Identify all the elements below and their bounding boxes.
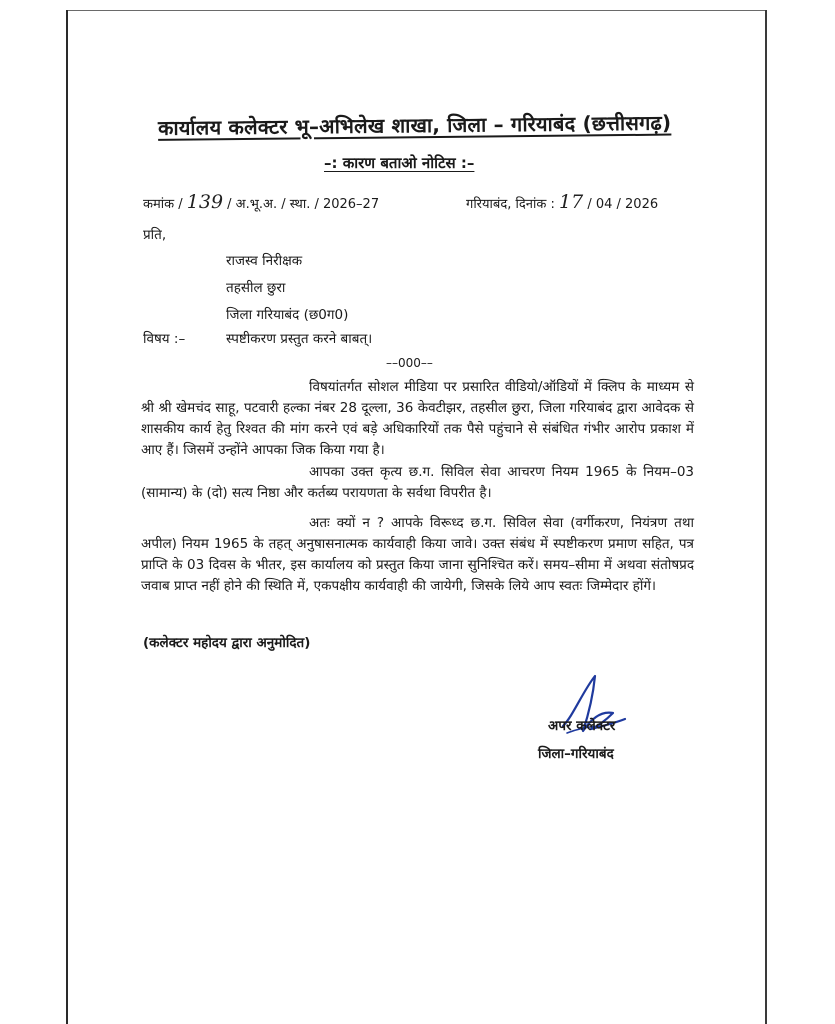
letter-page	[68, 11, 765, 1024]
signature-block	[528, 671, 688, 781]
notice-title-text: –: कारण बताओ नोटिस :–	[324, 154, 475, 172]
recipient-line-2: तहसील छुरा	[226, 280, 286, 296]
recipient-line-1: राजस्व निरीक्षक	[226, 253, 303, 269]
body-paragraph-2: आपका उक्त कृत्य छ.ग. सिविल सेवा आचरण नियम 1965 के नियम–03 (सामान्य) के (दो) सत्य निष्ठा और कर्तब्य परायणता के सर्वथा विपरीत है।	[141, 464, 694, 501]
notice-title	[324, 153, 474, 173]
recipient-line-3: जिला गरियाबंद (छ0ग0)	[226, 307, 349, 323]
body-paragraph-3: अतः क्यों न ? आपके विरूध्द छ.ग. सिविल सेवा (वर्गीकरण, नियंत्रण तथा अपील) नियम 1965 के तहत् अनुषासनात्मक कार्यवाही किया जावे। उक्त संबंध में स्पष्टीकरण प्रमाण सहित, पत्र प्राप्ति के 03 दिवस के भीतर, इस कार्यालय को प्रस्तुत किया जाना सुनिश्चित करें। समय–सीमा में अथवा संतोषप्रद जवाब प्राप्त नहीं होने की स्थिति में, एकपक्षीय कार्यवाही की जायेगी, जिसके लिये आप स्वतः जिम्मेदार होंगें।	[141, 515, 694, 594]
scan-border-right	[765, 10, 767, 1024]
reference-number	[143, 191, 379, 213]
separator: ––000––	[386, 356, 433, 370]
reference-prefix: कमांक /	[143, 197, 183, 212]
place-date-prefix: गरियाबंद, दिनांक :	[466, 197, 555, 212]
place-date	[466, 191, 658, 213]
reference-suffix: / अ.भू.अ. / स्था. / 2026–27	[227, 197, 380, 212]
subject-text: स्पष्टीकरण प्रस्तुत करने बाबत्।	[226, 331, 373, 347]
reference-number-handwritten: 139	[186, 191, 224, 213]
date-suffix: / 04 / 2026	[587, 197, 659, 212]
body-paragraph-1: विषयांतर्गत सोशल मीडिया पर प्रसारित वीडियो/ऑडियों में क्लिप के माध्यम से श्री श्री खेमचंद साहू, पटवारी हल्का नंबर 28 दूल्ला, 36 केवटीझर, तहसील छुरा, जिला गरियाबंद द्वारा आवेदक से शासकीय कार्य हेतु रिश्वत की मांग करने एवं बड़े अधिकारियों तक पैसे पहुंचाने से संबंधित गंभीर आरोप प्रकाश में आए हैं। जिसमें उन्होंने आपका जिक किया गया है।	[141, 379, 694, 458]
office-title: कार्यालय कलेक्टर भू–अभिलेख शाखा, जिला – गरियाबंद (छत्तीसगढ़)	[157, 110, 672, 140]
subject-label: विषय :–	[143, 331, 186, 347]
signatory-district: जिला–गरियाबंद	[538, 746, 614, 762]
signatory-designation: अपर कलेक्टर	[548, 718, 616, 734]
recipient-to: प्रति,	[143, 227, 167, 243]
date-day-handwritten: 17	[559, 191, 584, 213]
approval-note: (कलेक्टर महोदय द्वारा अनुमोदित)	[143, 635, 311, 651]
